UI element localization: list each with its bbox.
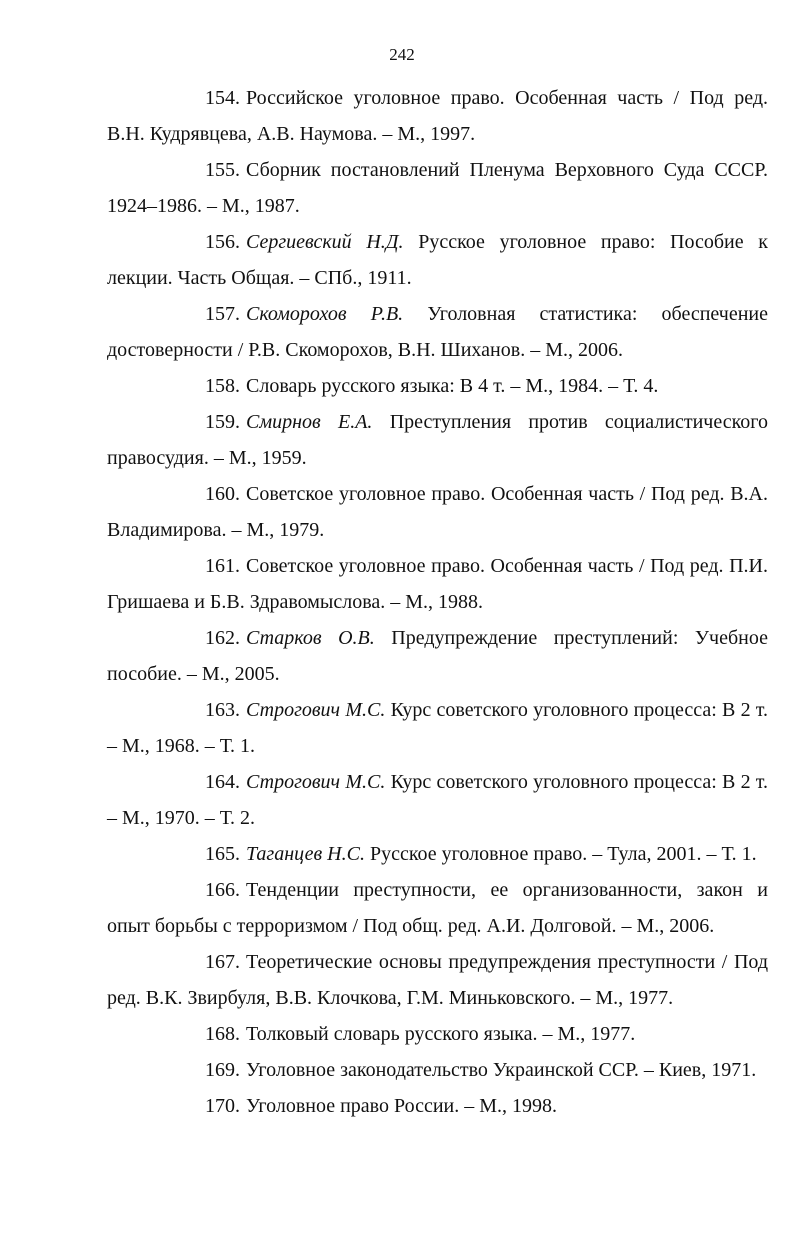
reference-entry	[107, 152, 768, 224]
reference-text: Русское уголовное право. – Тула, 2001. – Т. 1.	[369, 843, 757, 865]
reference-text: Советское уголовное право. Особенная часть / Под ред. В.А. Владимирова. – М., 1979.	[107, 483, 768, 541]
reference-number: 163.	[205, 699, 240, 721]
reference-entry	[107, 692, 768, 764]
reference-number: 154.	[205, 87, 240, 109]
reference-entry	[107, 476, 768, 548]
reference-text: Сборник постановлений Пленума Верховного Суда СССР. 1924–1986. – М., 1987.	[107, 159, 768, 217]
reference-list	[107, 80, 768, 1124]
reference-number: 158.	[205, 375, 240, 397]
reference-entry	[107, 764, 768, 836]
reference-author: Скоморохов Р.В.	[246, 303, 404, 325]
reference-entry	[107, 1088, 768, 1124]
reference-number: 159.	[205, 411, 240, 433]
reference-entry	[107, 1016, 768, 1052]
reference-text: Словарь русского языка: В 4 т. – М., 1984. – Т. 4.	[246, 375, 659, 397]
reference-author: Строгович М.С.	[246, 699, 386, 721]
reference-entry	[107, 872, 768, 944]
reference-number: 162.	[205, 627, 240, 649]
reference-text: Тенденции преступности, ее организованности, закон и опыт борьбы с терроризмом / Под общ. ред. А.И. Долговой. – М., 2006.	[107, 879, 768, 937]
reference-number: 156.	[205, 231, 240, 253]
reference-text: Русское уголовное право: Пособие к лекции. Часть Общая. – СПб., 1911.	[107, 231, 769, 289]
reference-entry	[107, 224, 768, 296]
reference-author: Строгович М.С.	[246, 771, 386, 793]
reference-text: Курс советского уголовного процесса: В 2 т. – М., 1970. – Т. 2.	[107, 771, 769, 829]
reference-number: 169.	[205, 1059, 240, 1081]
reference-text: Уголовное право России. – М., 1998.	[246, 1095, 558, 1117]
page-number: 242	[389, 45, 415, 64]
reference-text: Курс советского уголовного процесса: В 2 т. – М., 1968. – Т. 1.	[107, 699, 769, 757]
reference-author: Смирнов Е.А.	[246, 411, 373, 433]
reference-number: 161.	[205, 555, 240, 577]
reference-text: Уголовное законодательство Украинской ССР. – Киев, 1971.	[246, 1059, 757, 1081]
reference-entry	[107, 836, 768, 872]
reference-number: 160.	[205, 483, 240, 505]
reference-text: Предупреждение преступлений: Учебное пособие. – М., 2005.	[107, 627, 768, 685]
reference-entry	[107, 1052, 768, 1088]
reference-entry	[107, 368, 768, 404]
reference-number: 170.	[205, 1095, 240, 1117]
reference-number: 157.	[205, 303, 240, 325]
reference-number: 155.	[205, 159, 240, 181]
reference-entry	[107, 404, 768, 476]
reference-number: 168.	[205, 1023, 240, 1045]
reference-author: Старков О.В.	[246, 627, 375, 649]
reference-entry	[107, 944, 768, 1016]
reference-text: Советское уголовное право. Особенная часть / Под ред. П.И. Гришаева и Б.В. Здравомыслова. – М., 1988.	[107, 555, 768, 613]
reference-number: 166.	[205, 879, 240, 901]
reference-text: Преступления против социалистического правосудия. – М., 1959.	[107, 411, 768, 469]
reference-entry	[107, 620, 768, 692]
reference-entry	[107, 296, 768, 368]
reference-entry	[107, 80, 768, 152]
reference-entry	[107, 548, 768, 620]
reference-author: Таганцев Н.С.	[246, 843, 365, 865]
reference-text: Уголовная статистика: обеспечение достоверности / Р.В. Скоморохов, В.Н. Шиханов. – М., 2006.	[107, 303, 768, 361]
reference-text: Теоретические основы предупреждения преступности / Под ред. В.К. Звирбуля, В.В. Клочкова, Г.М. Миньковского. – М., 1977.	[107, 951, 768, 1009]
reference-author: Сергиевский Н.Д.	[246, 231, 404, 253]
reference-number: 167.	[205, 951, 240, 973]
reference-number: 165.	[205, 843, 240, 865]
reference-text: Российское уголовное право. Особенная часть / Под ред. В.Н. Кудрявцева, А.В. Наумова. – М., 1997.	[107, 87, 768, 145]
reference-text: Толковый словарь русского языка. – М., 1977.	[246, 1023, 636, 1045]
reference-number: 164.	[205, 771, 240, 793]
